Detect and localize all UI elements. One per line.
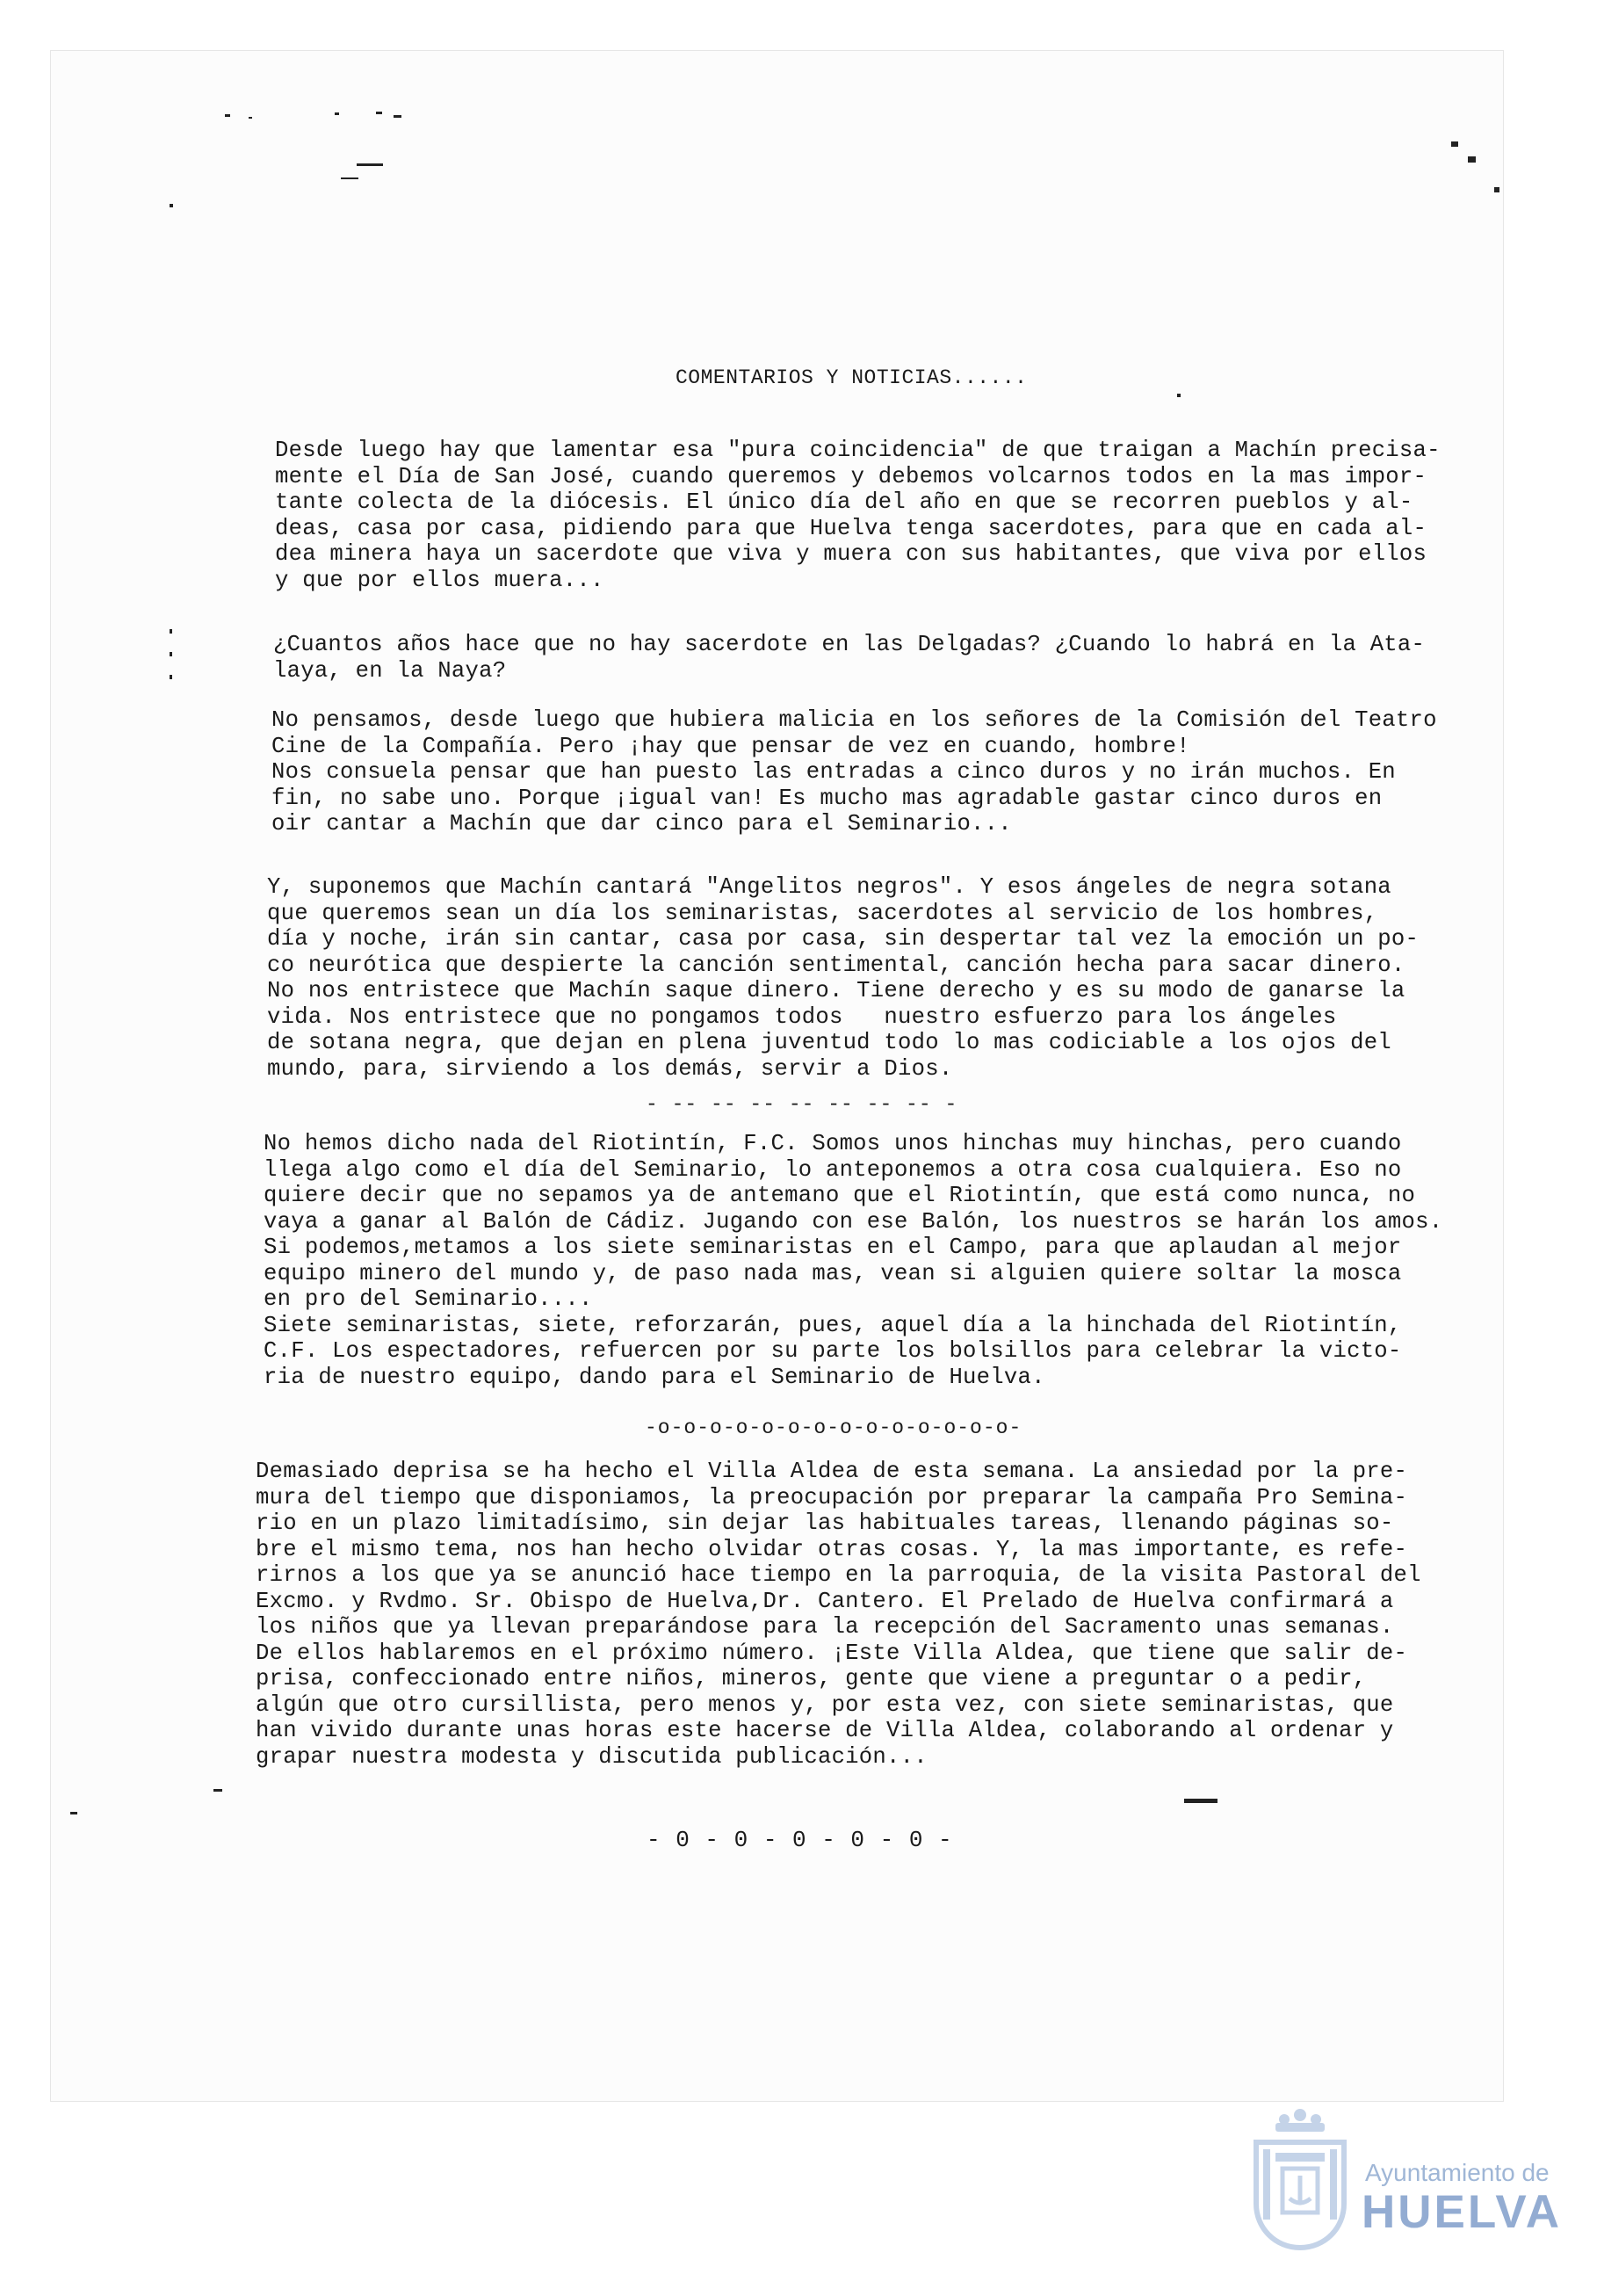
separator-circles: -o-o-o-o-o-o-o-o-o-o-o-o-o-o- xyxy=(645,1416,1022,1439)
paragraph-villa-aldea: Demasiado deprisa se ha hecho el Villa Aldea de esta semana. La ansiedad por la pre- mura del tiempo que disponiamos, la preocupación por preparar la campaña Pro Semina- rio en un plazo limitadísimo, sin dejar las habituales tareas, llenando páginas so- bre el mismo tema, nos han hecho olvidar otras cosas. Y, la mas importante, es refe- rirnos a los que ya se anunció hace tiempo en la parroquia, de la visita Pastoral del Excmo. y Rvdmo. Sr. Obispo de Huelva,Dr. Cantero. El Prelado de Huelva confirmará a los niños que ya llevan preparándose para la recepción del Sacramento unas semanas. De ellos hablaremos en el próximo número. ¡Este Villa Aldea, que tiene que salir de- prisa, confeccionado entre niños, mineros, gente que viene a preguntar o a pedir, algún que otro cursillista, pero menos y, por esta vez, con siete seminaristas, que han vivido durante unas horas este hacerse de Villa Aldea, colaborando al ordenar y grapar nuestra modesta y discutida publicación... xyxy=(256,1459,1421,1770)
separator-end: - 0 - 0 - 0 - 0 - 0 - xyxy=(647,1827,953,1853)
separator-dashes: - -- -- -- -- -- -- -- - xyxy=(646,1093,958,1116)
paragraph-riotintin: No hemos dicho nada del Riotintín, F.C. Somos unos hinchas muy hinchas, pero cuando llega algo como el día del Seminario, lo anteponemos a otra cosa cualquiera. Eso no quiere decir que no sepamos ya de antemano que el Riotintín, que está como nunca, no vaya a ganar al Balón de Cádiz. Jugando con ese Balón, los nuestros se harán los amos. Si podemos,metamos a los siete seminaristas en el Campo, para que aplaudan al mejor equipo minero del mundo y, de paso nada mas, vean si alguien quiere soltar la mosca en pro del Seminario.... Siete seminaristas, siete, reforzarán, pues, aquel día a la hinchada del Riotintín, C.F. Los espectadores, refuercen por su parte los bolsillos para celebrar la victo- ria de nuestro equipo, dando para el Seminario de Huelva. xyxy=(264,1131,1443,1390)
paragraph-machin-san-jose: Desde luego hay que lamentar esa "pura coincidencia" de que traigan a Machín precisa- mente el Día de San José, cuando queremos y debemos volcarnos todos en la mas impor- tante colecta de la diócesis. El único día del año en que se recorren pueblos y al- deas, casa por casa, pidiendo para que Huelva tenga sacerdotes, para que en cada al- dea minera haya un sacerdote que viva y muera con sus habitantes, que viva por ellos y que por ellos muera... xyxy=(275,438,1441,593)
paragraph-comision-teatro: No pensamos, desde luego que hubiera malicia en los señores de la Comisión del Teatro Cine de la Compañía. Pero ¡hay que pensar de vez en cuando, hombre! Nos consuela pensar que han puesto las entradas a cinco duros y no irán muchos. En fin, no sabe uno. Porque ¡igual van! Es mucho mas agradable gastar cinco duros en oir cantar a Machín que dar cinco para el Seminario... xyxy=(271,707,1437,837)
paragraph-angelitos-negros: Y, suponemos que Machín cantará "Angelitos negros". Y esos ángeles de negra sotana que queremos sean un día los seminaristas, sacerdotes al servicio de los hombres, día y noche, irán sin cantar, casa por casa, sin despertar tal vez la emoción un po- co neurótica que despierte la canción sentimental, canción hecha para sacar dinero. No nos entristece que Machín saque dinero. Tiene derecho y es su modo de ganarse la vida. Nos entristece que no pongamos todos nuestro esfuerzo para los ángeles de sotana negra, que dejan en plena juventud todo lo mas codiciable a los ojos del mundo, para, sirviendo a los demás, servir a Dios. xyxy=(267,874,1420,1082)
watermark-line2: HUELVA xyxy=(1362,2186,1563,2238)
document-title: COMENTARIOS Y NOTICIAS...... xyxy=(676,366,1028,389)
watermark-line1: Ayuntamiento de xyxy=(1365,2159,1550,2186)
paragraph-delgadas: ¿Cuantos años hace que no hay sacerdote en las Delgadas? ¿Cuando lo habrá en la Ata- laya, en la Naya? xyxy=(273,632,1426,684)
